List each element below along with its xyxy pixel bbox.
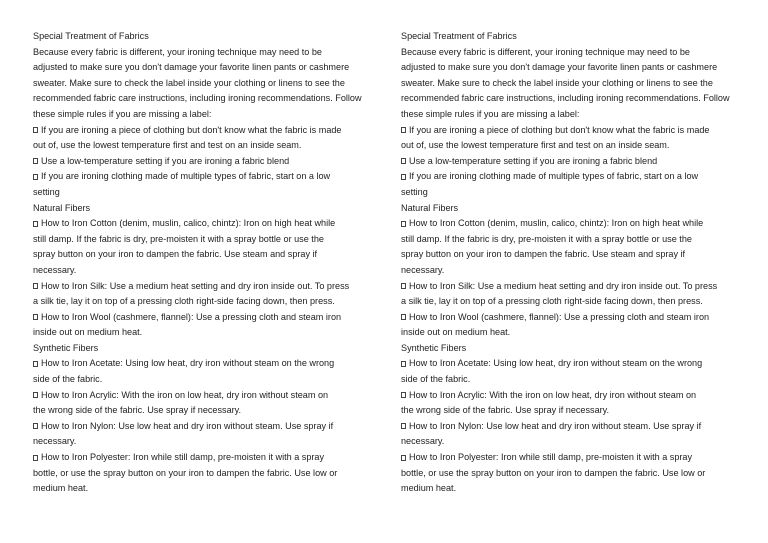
bullet-line: [33, 216, 373, 232]
line-text: How to Iron Acetate: Using low heat, dry iron without steam on the wrong: [409, 358, 703, 369]
line-text: inside out on medium heat.: [401, 327, 511, 338]
line-text: bottle, or use the spray button on your iron to dampen the fabric. Use low or: [33, 467, 338, 478]
line-text: Synthetic Fibers: [33, 342, 99, 353]
line-text: How to Iron Nylon: Use low heat and dry iron without steam. Use spray if: [409, 420, 702, 431]
line-text: How to Iron Wool (cashmere, flannel): Use a pressing cloth and steam iron: [41, 311, 342, 322]
line-text: How to Iron Polyester: Iron while still damp, pre-moisten it with a spray: [41, 452, 325, 463]
line-text: Special Treatment of Fabrics: [401, 31, 517, 41]
line-text: If you are ironing a piece of clothing but don't know what the fabric is made: [409, 124, 710, 135]
line-text: How to Iron Cotton (denim, muslin, calico, chintz): Iron on high heat while: [41, 218, 336, 229]
line-text: Because every fabric is different, your ironing technique may need to be: [401, 46, 690, 57]
line-text: necessary.: [33, 264, 77, 275]
line-text: If you are ironing clothing made of multiple types of fabric, start on a low: [41, 171, 331, 182]
text-line: [33, 247, 373, 263]
line-text: spray button on your iron to dampen the fabric. Use steam and spray if: [401, 249, 686, 260]
line-text: How to Iron Silk: Use a medium heat setting and dry iron inside out. To press: [409, 280, 718, 291]
line-text: a silk tie, lay it on top of a pressing cloth right-side facing down, then press.: [401, 296, 703, 307]
line-text: the wrong side of the fabric. Use spray if necessary.: [401, 405, 610, 416]
text-line: [401, 45, 741, 61]
line-text: still damp. If the fabric is dry, pre-moisten it with a spray bottle or use the: [33, 233, 324, 244]
text-line: [33, 372, 373, 388]
line-text: How to Iron Nylon: Use low heat and dry iron without steam. Use spray if: [41, 420, 334, 431]
line-text: How to Iron Acrylic: With the iron on low heat, dry iron without steam on: [409, 389, 697, 400]
text-line: [33, 107, 373, 123]
text-line: [33, 466, 373, 482]
line-text: How to Iron Wool (cashmere, flannel): Use a pressing cloth and steam iron: [409, 311, 710, 322]
line-text: Synthetic Fibers: [401, 342, 467, 353]
text-line: [401, 294, 741, 310]
text-line: [401, 372, 741, 388]
bullet-line: [401, 169, 741, 185]
text-line: [33, 29, 373, 45]
line-text: necessary.: [401, 436, 445, 447]
bullet-line: [401, 123, 741, 139]
line-text: spray button on your iron to dampen the fabric. Use steam and spray if: [33, 249, 318, 260]
text-line: [33, 185, 373, 201]
text-line: [401, 138, 741, 154]
square-bullet-icon: [401, 158, 406, 164]
line-text: How to Iron Acetate: Using low heat, dry iron without steam on the wrong: [41, 358, 335, 369]
text-line: [401, 481, 741, 497]
line-text: these simple rules if you are missing a label:: [33, 108, 212, 119]
square-bullet-icon: [33, 455, 38, 461]
square-bullet-icon: [401, 283, 406, 289]
bullet-line: [401, 216, 741, 232]
line-text: How to Iron Silk: Use a medium heat setting and dry iron inside out. To press: [41, 280, 350, 291]
text-line: [401, 76, 741, 92]
text-line: [33, 341, 373, 357]
line-text: Use a low-temperature setting if you are ironing a fabric blend: [41, 155, 290, 166]
line-text: setting: [33, 186, 60, 197]
line-text: If you are ironing a piece of clothing but don't know what the fabric is made: [41, 124, 342, 135]
text-line: [33, 263, 373, 279]
line-text: necessary.: [401, 264, 445, 275]
line-text: medium heat.: [33, 483, 89, 494]
text-line: [401, 91, 741, 107]
bullet-line: [33, 123, 373, 139]
text-line: [401, 263, 741, 279]
line-text: necessary.: [33, 436, 77, 447]
line-text: Natural Fibers: [33, 202, 91, 213]
document-column-left: [33, 29, 373, 497]
bullet-line: [401, 419, 741, 435]
text-line: [401, 232, 741, 248]
square-bullet-icon: [401, 314, 406, 320]
text-line: [401, 325, 741, 341]
text-line: [33, 434, 373, 450]
text-line: [401, 60, 741, 76]
line-text: Natural Fibers: [401, 202, 459, 213]
square-bullet-icon: [33, 314, 38, 320]
text-line: [401, 107, 741, 123]
line-text: How to Iron Cotton (denim, muslin, calico, chintz): Iron on high heat while: [409, 218, 704, 229]
text-line: [33, 325, 373, 341]
line-text: medium heat.: [401, 483, 457, 494]
line-text: recommended fabric care instructions, including ironing recommendations. Follow: [401, 93, 730, 104]
text-line: [401, 403, 741, 419]
line-text: Special Treatment of Fabrics: [33, 31, 149, 41]
bullet-line: [33, 450, 373, 466]
text-line: [33, 60, 373, 76]
square-bullet-icon: [33, 221, 38, 227]
line-text: side of the fabric.: [33, 374, 103, 385]
bullet-line: [401, 356, 741, 372]
line-text: sweater. Make sure to check the label inside your clothing or linens to see the: [33, 77, 345, 88]
bullet-line: [33, 154, 373, 170]
line-text: out of, use the lowest temperature first and test on an inside seam.: [33, 140, 302, 151]
text-line: [33, 481, 373, 497]
text-line: [33, 91, 373, 107]
line-text: Use a low-temperature setting if you are ironing a fabric blend: [409, 155, 658, 166]
line-text: still damp. If the fabric is dry, pre-moisten it with a spray bottle or use the: [401, 233, 692, 244]
square-bullet-icon: [401, 221, 406, 227]
bullet-line: [401, 388, 741, 404]
text-line: [33, 45, 373, 61]
line-text: setting: [401, 186, 428, 197]
line-text: a silk tie, lay it on top of a pressing cloth right-side facing down, then press.: [33, 296, 335, 307]
square-bullet-icon: [33, 158, 38, 164]
bullet-line: [33, 419, 373, 435]
square-bullet-icon: [401, 361, 406, 367]
line-text: adjusted to make sure you don't damage your favorite linen pants or cashmere: [401, 62, 718, 73]
text-line: [401, 247, 741, 263]
bullet-line: [401, 450, 741, 466]
line-text: these simple rules if you are missing a label:: [401, 108, 580, 119]
bullet-line: [33, 279, 373, 295]
line-text: How to Iron Polyester: Iron while still damp, pre-moisten it with a spray: [409, 452, 693, 463]
text-line: [401, 29, 741, 45]
line-text: side of the fabric.: [401, 374, 471, 385]
square-bullet-icon: [401, 174, 406, 180]
square-bullet-icon: [33, 283, 38, 289]
line-text: the wrong side of the fabric. Use spray if necessary.: [33, 405, 242, 416]
text-line: [401, 434, 741, 450]
bullet-line: [401, 154, 741, 170]
text-line: [33, 403, 373, 419]
line-text: How to Iron Acrylic: With the iron on low heat, dry iron without steam on: [41, 389, 329, 400]
square-bullet-icon: [33, 174, 38, 180]
square-bullet-icon: [33, 127, 38, 133]
text-line: [33, 232, 373, 248]
document-column-right: [401, 29, 741, 497]
bullet-line: [401, 279, 741, 295]
text-line: [33, 138, 373, 154]
text-line: [401, 185, 741, 201]
square-bullet-icon: [401, 423, 406, 429]
square-bullet-icon: [401, 392, 406, 398]
bullet-line: [33, 356, 373, 372]
text-line: [401, 341, 741, 357]
text-line: [401, 201, 741, 217]
line-text: recommended fabric care instructions, including ironing recommendations. Follow: [33, 93, 362, 104]
line-text: sweater. Make sure to check the label inside your clothing or linens to see the: [401, 77, 713, 88]
square-bullet-icon: [33, 423, 38, 429]
line-text: bottle, or use the spray button on your iron to dampen the fabric. Use low or: [401, 467, 706, 478]
text-line: [33, 76, 373, 92]
line-text: If you are ironing clothing made of multiple types of fabric, start on a low: [409, 171, 699, 182]
bullet-line: [33, 169, 373, 185]
text-line: [33, 294, 373, 310]
line-text: Because every fabric is different, your ironing technique may need to be: [33, 46, 322, 57]
square-bullet-icon: [33, 361, 38, 367]
bullet-line: [33, 310, 373, 326]
line-text: out of, use the lowest temperature first and test on an inside seam.: [401, 140, 670, 151]
square-bullet-icon: [33, 392, 38, 398]
square-bullet-icon: [401, 455, 406, 461]
line-text: adjusted to make sure you don't damage your favorite linen pants or cashmere: [33, 62, 350, 73]
line-text: inside out on medium heat.: [33, 327, 143, 338]
bullet-line: [33, 388, 373, 404]
text-line: [401, 466, 741, 482]
bullet-line: [401, 310, 741, 326]
square-bullet-icon: [401, 127, 406, 133]
text-line: [33, 201, 373, 217]
